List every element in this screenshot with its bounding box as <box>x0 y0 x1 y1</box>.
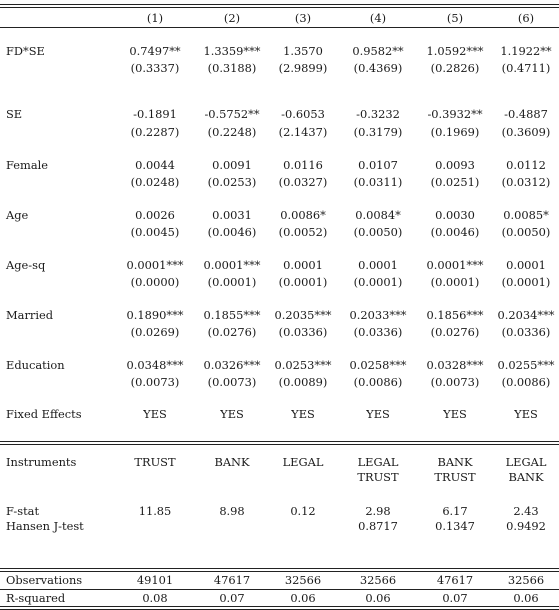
observations-label: Observations <box>6 573 83 587</box>
row-label: Married <box>6 308 54 322</box>
column-header-col-2: (2) <box>223 11 241 25</box>
coef-cell-col-3: 1.3570 <box>283 44 323 58</box>
observations-cell-col-4: 32566 <box>359 573 397 587</box>
row-label: FD*SE <box>6 44 45 58</box>
rsquared-cell-col-3: 0.06 <box>290 591 316 605</box>
coef-cell-col-6: 0.2034*** <box>497 308 555 322</box>
observations-cell-col-5: 47617 <box>436 573 474 587</box>
coef-cell-col-4: 0.2033*** <box>349 308 407 322</box>
coef-cell-col-4: 0.0001 <box>358 258 398 272</box>
observations-cell-col-1: 49101 <box>136 573 174 587</box>
fixed-effects-cell-col-3: YES <box>291 407 315 421</box>
coef-cell-col-3: 0.0086* <box>280 208 326 222</box>
coef-cell-col-4: 0.9582** <box>352 44 404 58</box>
obs-rule <box>0 589 559 590</box>
coef-cell-col-3: -0.6053 <box>281 107 325 121</box>
coef-cell-col-2: 1.3359*** <box>203 44 261 58</box>
coef-cell-col-2: -0.5752** <box>204 107 260 121</box>
stderr-cell-col-1: (0.0269) <box>130 325 180 339</box>
column-header-col-3: (3) <box>294 11 312 25</box>
hansen-cell-col-5: 0.1347 <box>435 519 475 533</box>
stderr-cell-col-6: (0.0312) <box>501 175 551 189</box>
stderr-cell-col-4: (0.0050) <box>353 225 403 239</box>
stderr-cell-col-2: (0.0046) <box>207 225 257 239</box>
hansen-cell-col-4: 0.8717 <box>358 519 398 533</box>
coef-cell-col-1: 0.7497** <box>129 44 181 58</box>
stderr-cell-col-4: (0.0336) <box>353 325 403 339</box>
stderr-cell-col-5: (0.0251) <box>430 175 480 189</box>
header-rule <box>0 27 559 28</box>
coef-cell-col-2: 0.0031 <box>212 208 252 222</box>
fixed-effects-cell-col-6: YES <box>514 407 538 421</box>
coef-cell-col-1: 0.0001*** <box>126 258 184 272</box>
section-rule-4 <box>0 571 559 572</box>
row-label: Female <box>6 158 48 172</box>
stderr-cell-col-3: (0.0089) <box>278 375 328 389</box>
coef-cell-col-6: -0.4887 <box>504 107 548 121</box>
coef-cell-col-1: -0.1891 <box>133 107 177 121</box>
column-header-col-4: (4) <box>369 11 387 25</box>
coef-cell-col-3: 0.0116 <box>283 158 323 172</box>
coef-cell-col-4: 0.0084* <box>355 208 401 222</box>
coef-cell-col-2: 0.1855*** <box>203 308 261 322</box>
stderr-cell-col-5: (0.2826) <box>430 61 480 75</box>
coef-cell-col-2: 0.0326*** <box>203 358 261 372</box>
stderr-cell-col-3: (0.0336) <box>278 325 328 339</box>
stderr-cell-col-6: (0.4711) <box>501 61 551 75</box>
top-rule-2 <box>0 7 559 8</box>
instrument-cell-line2-col-5: TRUST <box>434 470 476 484</box>
stderr-cell-col-3: (2.9899) <box>278 61 328 75</box>
coef-cell-col-1: 0.1890*** <box>126 308 184 322</box>
coef-cell-col-6: 0.0085* <box>503 208 549 222</box>
instrument-cell-col-6: LEGAL <box>505 455 547 469</box>
rsquared-cell-col-5: 0.07 <box>442 591 468 605</box>
instrument-cell-col-5: BANK <box>437 455 473 469</box>
coef-cell-col-5: 0.0093 <box>435 158 475 172</box>
instrument-cell-line2-col-6: BANK <box>508 470 544 484</box>
observations-cell-col-6: 32566 <box>507 573 545 587</box>
coef-cell-col-5: 0.1856*** <box>426 308 484 322</box>
top-rule-1 <box>0 4 559 5</box>
rsquared-cell-col-6: 0.06 <box>513 591 539 605</box>
hansen-label: Hansen J-test <box>6 519 84 533</box>
stderr-cell-col-4: (0.0001) <box>353 275 403 289</box>
fstat-cell-col-2: 8.98 <box>219 504 245 518</box>
stderr-cell-col-2: (0.3188) <box>207 61 257 75</box>
column-header-col-6: (6) <box>517 11 535 25</box>
fstat-cell-col-4: 2.98 <box>365 504 391 518</box>
stderr-cell-col-5: (0.0276) <box>430 325 480 339</box>
coef-cell-col-6: 0.0112 <box>506 158 546 172</box>
stderr-cell-col-6: (0.3609) <box>501 125 551 139</box>
stderr-cell-col-1: (0.0248) <box>130 175 180 189</box>
stderr-cell-col-4: (0.0086) <box>353 375 403 389</box>
row-label: SE <box>6 107 23 121</box>
instrument-cell-col-1: TRUST <box>134 455 176 469</box>
instrument-cell-col-3: LEGAL <box>282 455 324 469</box>
coef-cell-col-1: 0.0026 <box>135 208 175 222</box>
fstat-cell-col-3: 0.12 <box>290 504 316 518</box>
coef-cell-col-5: -0.3932** <box>427 107 483 121</box>
stderr-cell-col-4: (0.3179) <box>353 125 403 139</box>
column-header-col-1: (1) <box>146 11 164 25</box>
stderr-cell-col-5: (0.0073) <box>430 375 480 389</box>
observations-cell-col-2: 47617 <box>213 573 251 587</box>
stderr-cell-col-6: (0.0086) <box>501 375 551 389</box>
bottom-rule-1 <box>0 606 559 607</box>
fixed-effects-label: Fixed Effects <box>6 407 82 421</box>
stderr-cell-col-3: (0.0052) <box>278 225 328 239</box>
fstat-cell-col-5: 6.17 <box>442 504 468 518</box>
coef-cell-col-3: 0.0253*** <box>274 358 332 372</box>
stderr-cell-col-3: (0.0327) <box>278 175 328 189</box>
observations-cell-col-3: 32566 <box>284 573 322 587</box>
fstat-cell-col-1: 11.85 <box>138 504 172 518</box>
coef-cell-col-2: 0.0001*** <box>203 258 261 272</box>
coef-cell-col-4: 0.0107 <box>358 158 398 172</box>
row-label: Education <box>6 358 65 372</box>
rsquared-label: R-squared <box>6 591 66 605</box>
coef-cell-col-5: 0.0328*** <box>426 358 484 372</box>
stderr-cell-col-2: (0.0001) <box>207 275 257 289</box>
stderr-cell-col-3: (2.1437) <box>278 125 328 139</box>
rsquared-cell-col-2: 0.07 <box>219 591 245 605</box>
fixed-effects-cell-col-1: YES <box>143 407 167 421</box>
stderr-cell-col-2: (0.0276) <box>207 325 257 339</box>
stderr-cell-col-2: (0.0073) <box>207 375 257 389</box>
fixed-effects-cell-col-5: YES <box>443 407 467 421</box>
stderr-cell-col-1: (0.2287) <box>130 125 180 139</box>
stderr-cell-col-6: (0.0050) <box>501 225 551 239</box>
stderr-cell-col-4: (0.0311) <box>353 175 403 189</box>
coef-cell-col-1: 0.0044 <box>135 158 175 172</box>
section-rule-3 <box>0 568 559 569</box>
stderr-cell-col-2: (0.0253) <box>207 175 257 189</box>
coef-cell-col-3: 0.2035*** <box>274 308 332 322</box>
section-rule-2 <box>0 444 559 445</box>
stderr-cell-col-1: (0.0045) <box>130 225 180 239</box>
fstat-cell-col-6: 2.43 <box>513 504 539 518</box>
instruments-label: Instruments <box>6 455 77 469</box>
instrument-cell-col-2: BANK <box>214 455 250 469</box>
fixed-effects-cell-col-4: YES <box>366 407 390 421</box>
stderr-cell-col-1: (0.3337) <box>130 61 180 75</box>
stderr-cell-col-5: (0.0046) <box>430 225 480 239</box>
stderr-cell-col-2: (0.2248) <box>207 125 257 139</box>
coef-cell-col-6: 1.1922** <box>500 44 552 58</box>
rsquared-cell-col-1: 0.08 <box>142 591 168 605</box>
section-rule-1 <box>0 441 559 442</box>
coef-cell-col-5: 1.0592*** <box>426 44 484 58</box>
stderr-cell-col-5: (0.1969) <box>430 125 480 139</box>
coef-cell-col-6: 0.0255*** <box>497 358 555 372</box>
stderr-cell-col-4: (0.4369) <box>353 61 403 75</box>
coef-cell-col-4: 0.0258*** <box>349 358 407 372</box>
stderr-cell-col-1: (0.0073) <box>130 375 180 389</box>
coef-cell-col-2: 0.0091 <box>212 158 252 172</box>
column-header-col-5: (5) <box>446 11 464 25</box>
coef-cell-col-4: -0.3232 <box>356 107 400 121</box>
fixed-effects-cell-col-2: YES <box>220 407 244 421</box>
fstat-label: F-stat <box>6 504 40 518</box>
row-label: Age <box>6 208 29 222</box>
stderr-cell-col-5: (0.0001) <box>430 275 480 289</box>
instrument-cell-line2-col-4: TRUST <box>357 470 399 484</box>
rsquared-cell-col-4: 0.06 <box>365 591 391 605</box>
hansen-cell-col-6: 0.9492 <box>506 519 546 533</box>
stderr-cell-col-6: (0.0001) <box>501 275 551 289</box>
row-label: Age-sq <box>6 258 46 272</box>
coef-cell-col-1: 0.0348*** <box>126 358 184 372</box>
stderr-cell-col-3: (0.0001) <box>278 275 328 289</box>
coef-cell-col-3: 0.0001 <box>283 258 323 272</box>
coef-cell-col-5: 0.0001*** <box>426 258 484 272</box>
stderr-cell-col-1: (0.0000) <box>130 275 180 289</box>
coef-cell-col-5: 0.0030 <box>435 208 475 222</box>
stderr-cell-col-6: (0.0336) <box>501 325 551 339</box>
instrument-cell-col-4: LEGAL <box>357 455 399 469</box>
coef-cell-col-6: 0.0001 <box>506 258 546 272</box>
